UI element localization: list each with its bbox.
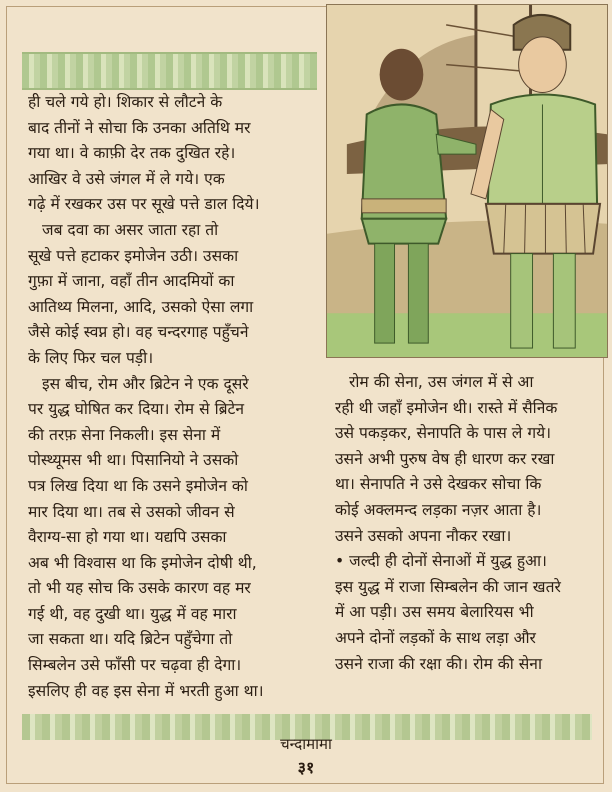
text-line: सूखे पत्ते हटाकर इमोजेन उठी। उसका	[28, 246, 239, 265]
right-text-column	[335, 370, 605, 677]
text-line: में आ पड़ी। उस समय बेलारियस भी	[335, 603, 534, 622]
text-line: इस युद्ध में राजा सिम्बलेन की जान खतरे	[335, 577, 561, 596]
text-line: जब दवा का असर जाता रहा तो	[42, 220, 219, 239]
text-line: के लिए फिर चल पड़ी।	[28, 348, 154, 367]
illustration-drawing	[327, 5, 607, 357]
text-line: तो भी यह सोच कि उसके कारण वह मर	[28, 579, 251, 598]
text-line: उसे पकड़कर, सेनापति के पास ले गये।	[335, 424, 552, 443]
text-line: पर युद्ध घोषित कर दिया। रोम से ब्रिटेन	[28, 400, 245, 419]
text-line: था। सेनापति ने उसे देखकर सोचा कि	[335, 475, 542, 494]
text-line: गढ़े में रखकर उस पर सूखे पत्ते डाल दिये।	[28, 195, 260, 214]
text-line: रोम की सेना, उस जंगल में से आ	[349, 373, 534, 391]
left-text-column	[28, 90, 318, 704]
text-line: वैराग्य-सा हो गया था। यद्यपि उसका	[28, 528, 227, 547]
text-line: जैसे कोई स्वप्न हो। वह चन्दरगाह पहुँचने	[28, 323, 249, 342]
text-line: पत्र लिख दिया था कि उसने इमोजेन को	[28, 476, 248, 495]
text-line: गया था। वे काफ़ी देर तक दुखित रहे।	[28, 144, 236, 163]
text-line: उसने अभी पुरुष वेष ही धारण कर रखा	[335, 449, 555, 468]
page-number: ३१	[297, 758, 315, 777]
text-line: उसने राजा की रक्षा की। रोम की सेना	[335, 654, 542, 673]
text-line: गई थी, वह दुखी था। युद्ध में वह मारा	[28, 604, 237, 623]
text-line: आतिथ्य मिलना, आदि, उसको ऐसा लगा	[28, 297, 254, 316]
text-line: पोस्थ्यूमस भी था। पिसानियो ने उसको	[28, 451, 239, 470]
text-line: इसलिए ही वह इस सेना में भरती हुआ था।	[28, 681, 264, 700]
text-line: गुफ़ा में जाना, वहाँ तीन आदमियों का	[28, 272, 235, 291]
text-line: इस बीच, रोम और ब्रिटेन ने एक दूसरे	[42, 374, 249, 393]
text-line: • जल्दी ही दोनों सेनाओं में युद्ध हुआ।	[335, 552, 547, 571]
text-line: ही चले गये हो। शिकार से लौटने के	[28, 93, 223, 111]
text-line: जा सकता था। यदि ब्रिटेन पहुँचेगा तो	[28, 630, 233, 649]
story-illustration	[326, 4, 608, 358]
magazine-title: चन्दामामा	[280, 735, 332, 753]
text-line: रही थी जहाँ इमोजेन थी। रास्ते में सैनिक	[335, 398, 558, 417]
text-line: मार दिया था। तब से उसको जीवन से	[28, 502, 235, 521]
text-line: अपने दोनों लड़कों के साथ लड़ा और	[335, 628, 536, 647]
text-line: आखिर वे उसे जंगल में ले गये। एक	[28, 169, 225, 188]
decorative-band-top	[22, 52, 317, 90]
text-line: सिम्बलेन उसे फाँसी पर चढ़वा ही देगा।	[28, 656, 242, 675]
text-line: उसने उसको अपना नौकर रखा।	[335, 526, 512, 545]
text-line: बाद तीनों ने सोचा कि उनका अतिथि मर	[28, 118, 251, 137]
text-line: कोई अक्लमन्द लड़का नज़र आता है।	[335, 500, 542, 519]
text-line: की तरफ़ सेना निकली। इस सेना में	[28, 425, 221, 444]
text-line: अब भी विश्वास था कि इमोजेन दोषी थी,	[28, 553, 257, 572]
